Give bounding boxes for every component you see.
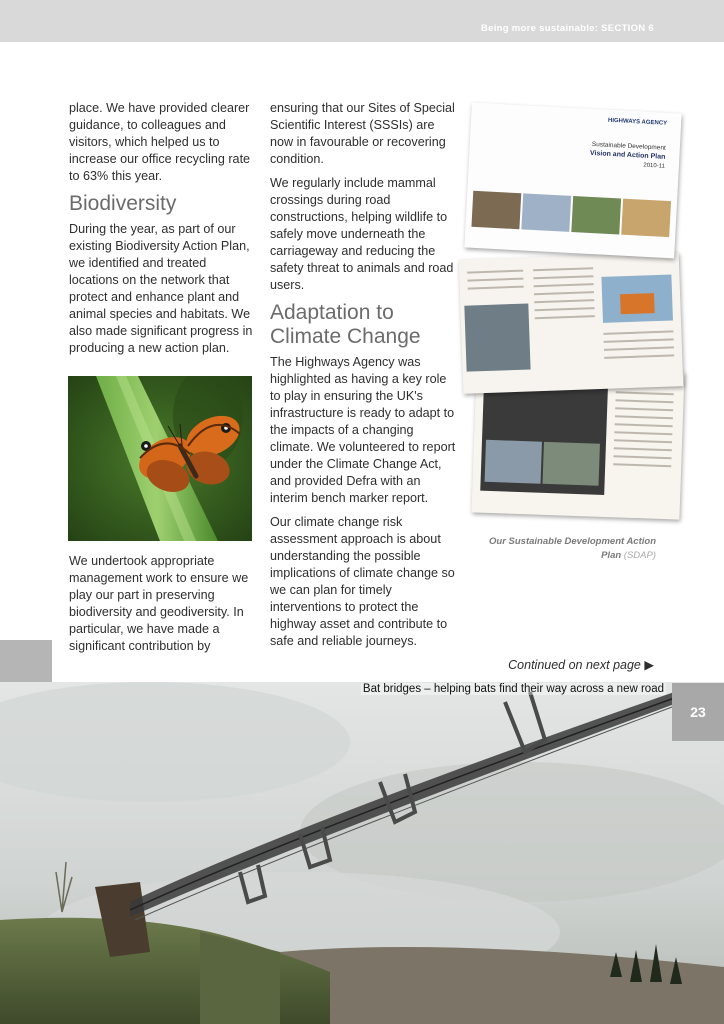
cover-line-1: Sustainable Development bbox=[591, 140, 666, 152]
highways-agency-paragraph: The Highways Agency was highlighted as having a key role to play in ensuring the UK's infrastructure is ready to adapt to the impacts of a changing climate. We volunteered to report under the Climate Change Act, and provided Defra with an interim bench marker report. bbox=[270, 355, 456, 505]
butterfly-photo bbox=[68, 376, 252, 541]
column-1-continued bbox=[69, 553, 255, 662]
mammal-crossings-paragraph: We regularly include mammal crossings during road constructions, helping wildlife to safely move underneath the carriageway and reducing the safety threat to animals and road users. bbox=[270, 176, 454, 292]
cover-line-2: Vision and Action Plan bbox=[589, 149, 666, 161]
biodiversity-heading: Biodiversity bbox=[69, 192, 177, 215]
cover-photo-strip bbox=[471, 191, 671, 237]
cover-line-3: 2010-11 bbox=[643, 162, 666, 170]
play-arrow-icon: ▶ bbox=[644, 658, 654, 672]
column-2 bbox=[270, 100, 458, 657]
header-bar bbox=[0, 0, 724, 42]
sdap-spread-1 bbox=[459, 252, 684, 394]
adaptation-heading: Adaptation to Climate Change bbox=[270, 301, 421, 348]
column-1 bbox=[69, 100, 255, 364]
caption-main: Our Sustainable Development Action Plan bbox=[489, 536, 656, 561]
sdap-cover bbox=[464, 103, 681, 259]
bat-bridge-caption: Bat bridges – helping bats find their way across a new road bbox=[362, 683, 664, 695]
bat-bridge-photo bbox=[0, 682, 724, 1024]
sssi-paragraph: ensuring that our Sites of Special Scientific Interest (SSSIs) are now in favourable or recovering condition. bbox=[270, 101, 455, 166]
risk-assessment-paragraph: Our climate change risk assessment approach is about understanding the possible implications of climate change so we can plan for timely interventions to protect the highway asset and contribute to safe and reliable journeys. bbox=[270, 515, 455, 648]
continued-text: Continued on next page bbox=[508, 658, 641, 672]
page-number: 23 bbox=[672, 683, 724, 741]
sdap-caption bbox=[468, 535, 656, 563]
caption-abbrev: (SDAP) bbox=[623, 550, 656, 561]
highways-agency-logo-text: HIGHWAYS AGENCY bbox=[607, 117, 668, 127]
section-title: Being more sustainable: SECTION 6 bbox=[480, 23, 654, 34]
biodiversity-paragraph: During the year, as part of our existing Biodiversity Action Plan, we identified and treated locations on the network that protect and enhance plant and animal species and habitats. We also made significant progress in producing a new action plan. bbox=[69, 222, 253, 355]
continued-link[interactable] bbox=[508, 657, 654, 672]
management-paragraph: We undertook appropriate management work to ensure we play our part in preserving biodiversity and geodiversity. In particular, we have made a significant contribution by bbox=[69, 554, 249, 653]
intro-paragraph: place. We have provided clearer guidance, to colleagues and visitors, which helped us to increase our office recycling rate to 63% this year. bbox=[69, 101, 251, 183]
